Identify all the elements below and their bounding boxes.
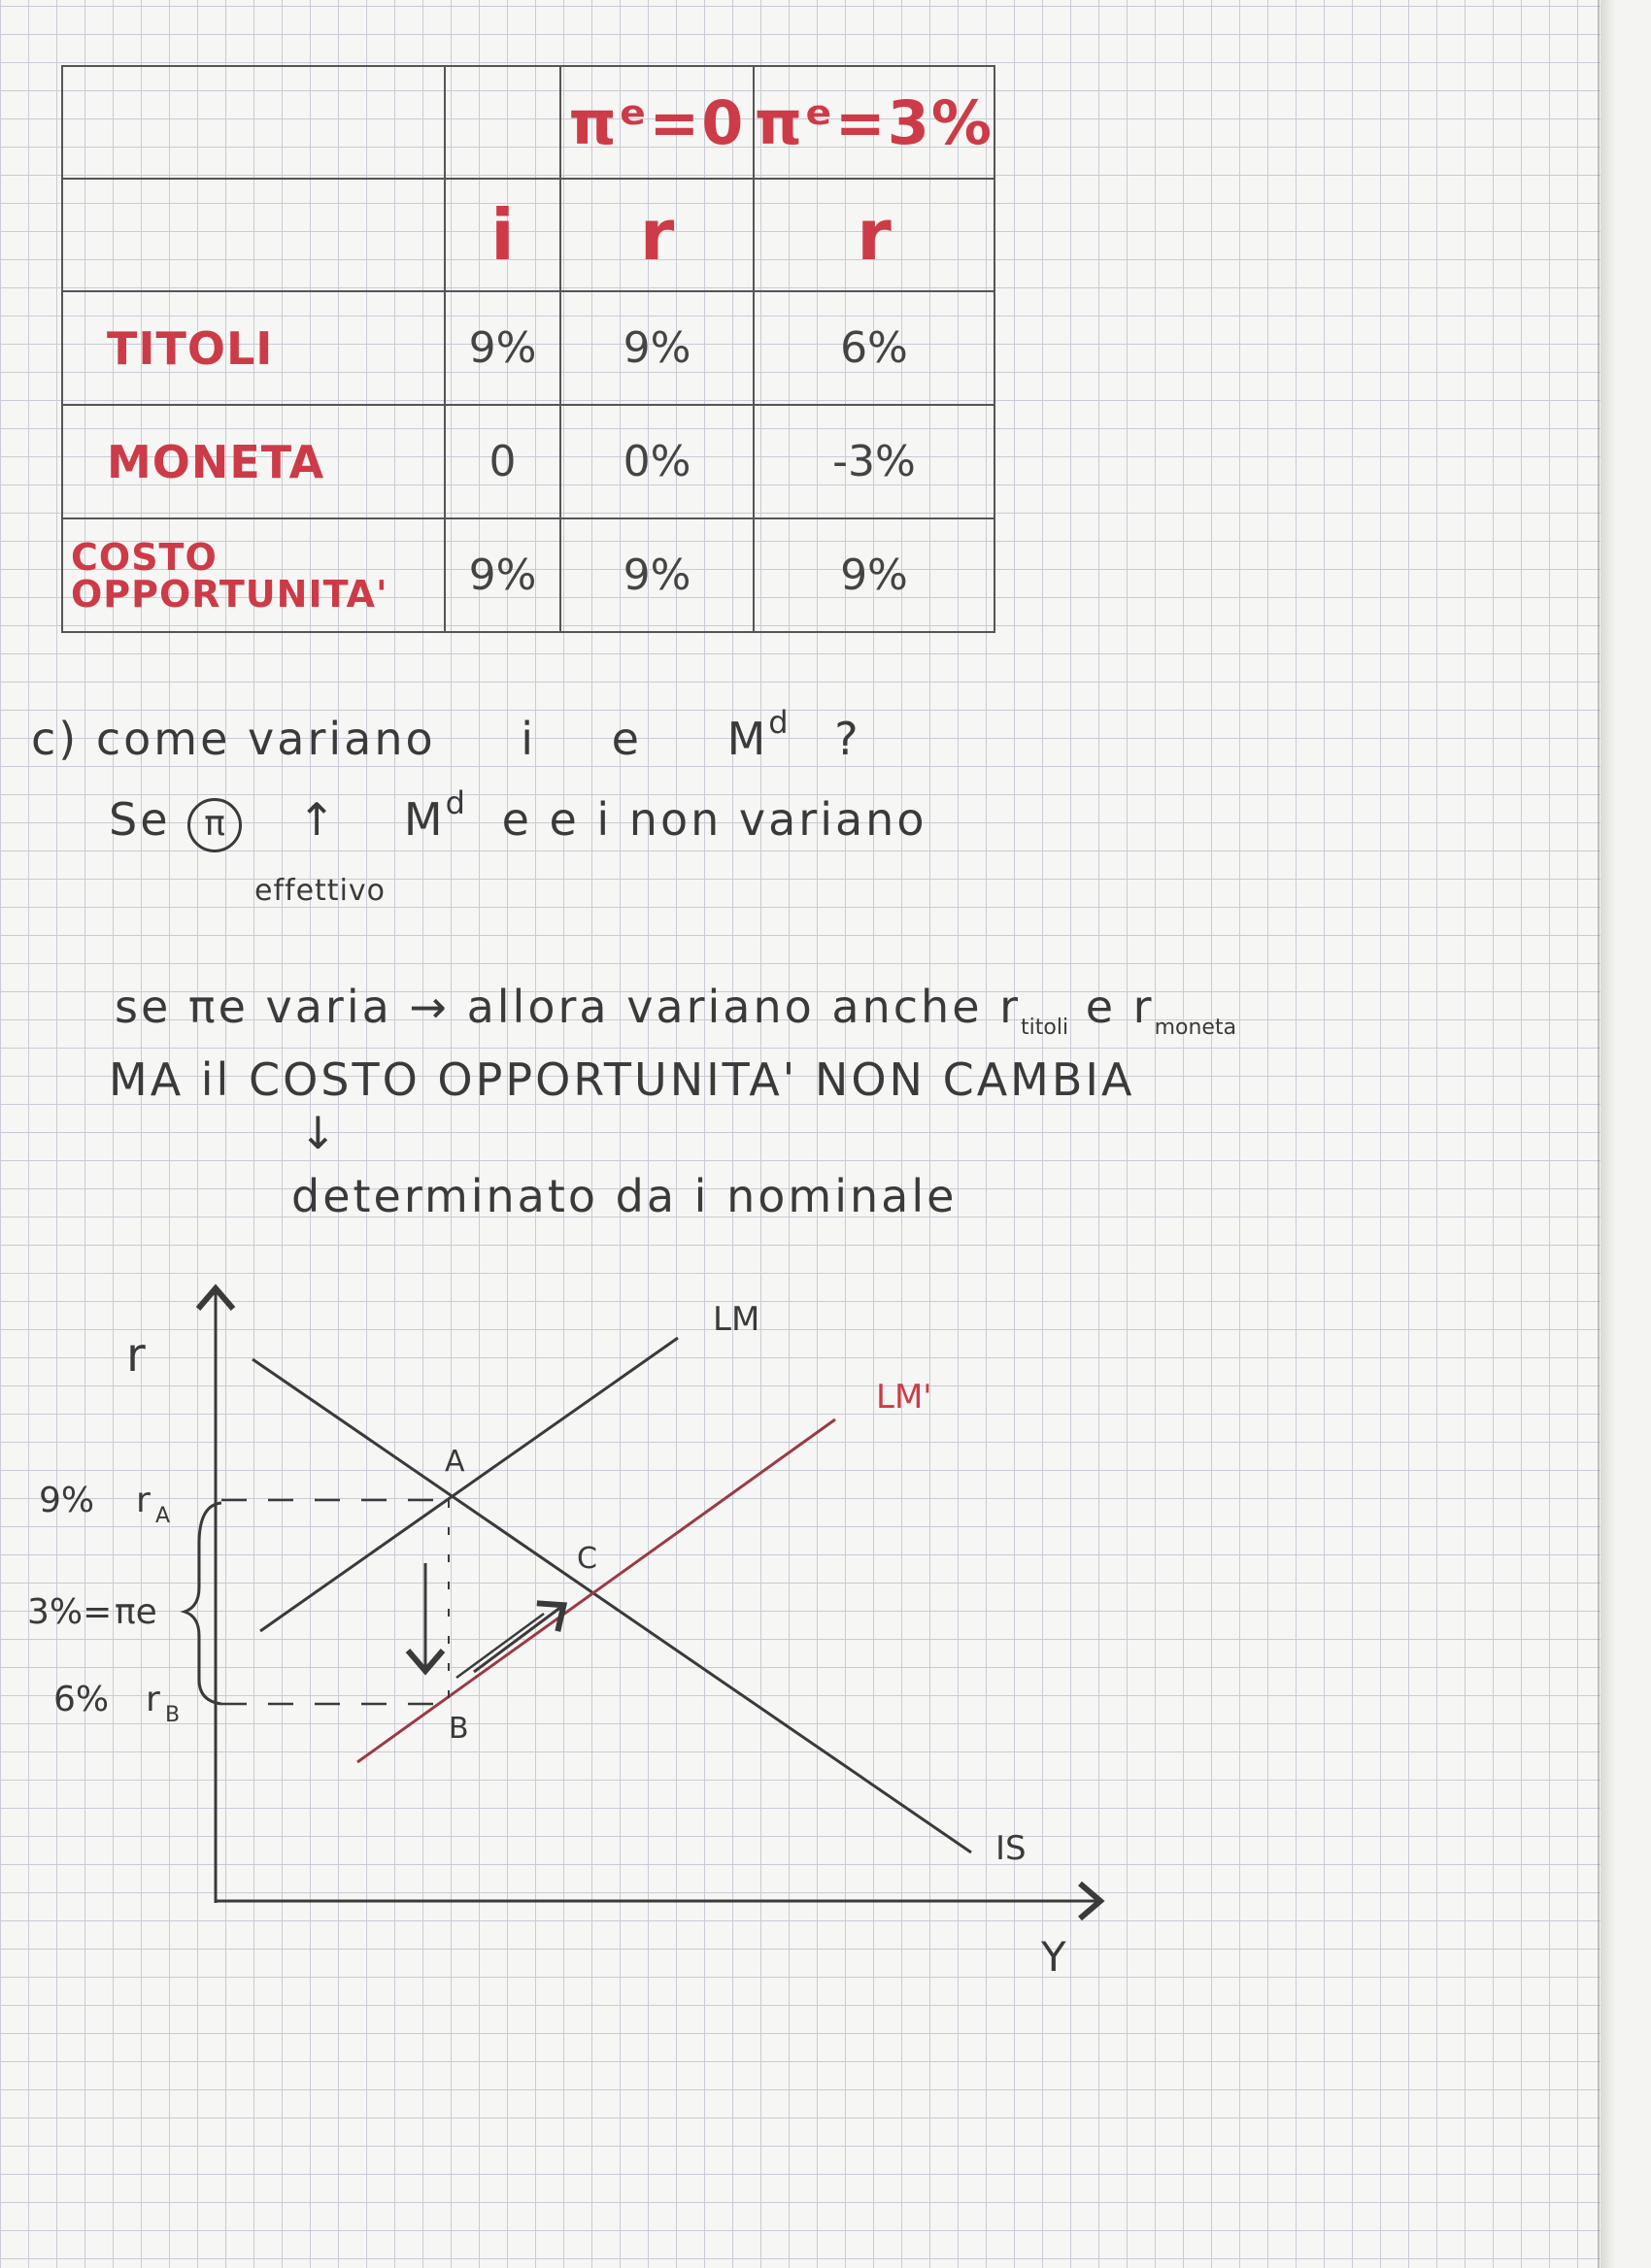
note-question-text: c) come variano	[31, 713, 436, 765]
is-curve	[253, 1359, 971, 1852]
note-line3-sub-moneta: moneta	[1154, 1016, 1237, 1040]
note-determined: determinato da i nominale	[291, 1170, 958, 1222]
table-cell: 9%	[754, 518, 994, 632]
ra-label: r	[136, 1481, 151, 1520]
note-question-i: i	[521, 713, 537, 765]
row-label-costo-opportunita: COSTO OPPORTUNITA'	[62, 518, 445, 632]
is-label: IS	[995, 1829, 1027, 1868]
note-se: Se	[109, 793, 171, 846]
row-label-titoli: TITOLI	[62, 291, 445, 405]
note-pi-circled: π	[187, 798, 242, 852]
note-m: M	[403, 793, 446, 846]
pi-value-label: 3%=	[27, 1592, 113, 1632]
note-opportunity-cost: MA il COSTO OPPORTUNITA' NON CAMBIA	[109, 1053, 1135, 1106]
table-cell: 9%	[445, 518, 560, 632]
note-question-mark: ?	[834, 713, 861, 765]
ra-sub: A	[155, 1504, 171, 1528]
note-question-sup: d	[768, 704, 789, 741]
table-cell: -3%	[754, 405, 994, 518]
table-cell: 9%	[445, 291, 560, 405]
shift-up-arrow-icon	[474, 1607, 561, 1672]
x-axis-label: Y	[1041, 1933, 1066, 1981]
table-cell: 0	[445, 405, 560, 518]
note-line3-text: se πe varia → allora variano anche r	[115, 981, 1022, 1033]
table-cell: 9%	[560, 518, 754, 632]
header-var-i: i	[445, 179, 560, 291]
table-cell: 6%	[754, 291, 994, 405]
note-line3-sub-titoli: titoli	[1021, 1016, 1069, 1040]
note-rest: e e i non variano	[501, 793, 927, 846]
point-c-label: C	[577, 1542, 597, 1576]
y-axis-label: r	[126, 1328, 146, 1383]
lm-curve	[260, 1338, 678, 1631]
shift-up-arrow-line2	[456, 1614, 544, 1678]
header-var-r2: r	[754, 179, 994, 291]
lm-label: LM	[713, 1300, 760, 1339]
header-var-r1: r	[560, 179, 754, 291]
table-cell: 9%	[560, 291, 754, 405]
ra-value-label: 9%	[39, 1481, 95, 1520]
header-pi-three: πᵉ=3%	[754, 66, 994, 179]
point-b-label: B	[449, 1712, 469, 1746]
row-label-moneta: MONETA	[62, 405, 445, 518]
note-m-sup: d	[445, 784, 465, 821]
lm-prime-label: LM'	[876, 1378, 932, 1417]
note-line3-mid: e r	[1068, 981, 1155, 1033]
note-question-e: e	[611, 713, 642, 765]
rb-sub: B	[165, 1703, 181, 1727]
rb-label: r	[146, 1680, 160, 1719]
point-a-label: A	[445, 1445, 465, 1479]
note-down-arrow-icon: ↓	[299, 1107, 340, 1159]
note-up-arrow-icon: ↑	[297, 793, 339, 846]
note-question-m: M	[726, 713, 769, 765]
pi-label: πe	[115, 1592, 157, 1632]
note-effettivo: effettivo	[254, 874, 387, 908]
table-cell: 0%	[560, 405, 754, 518]
rb-value-label: 6%	[53, 1680, 110, 1719]
header-pi-zero: πᵉ=0	[560, 66, 754, 179]
